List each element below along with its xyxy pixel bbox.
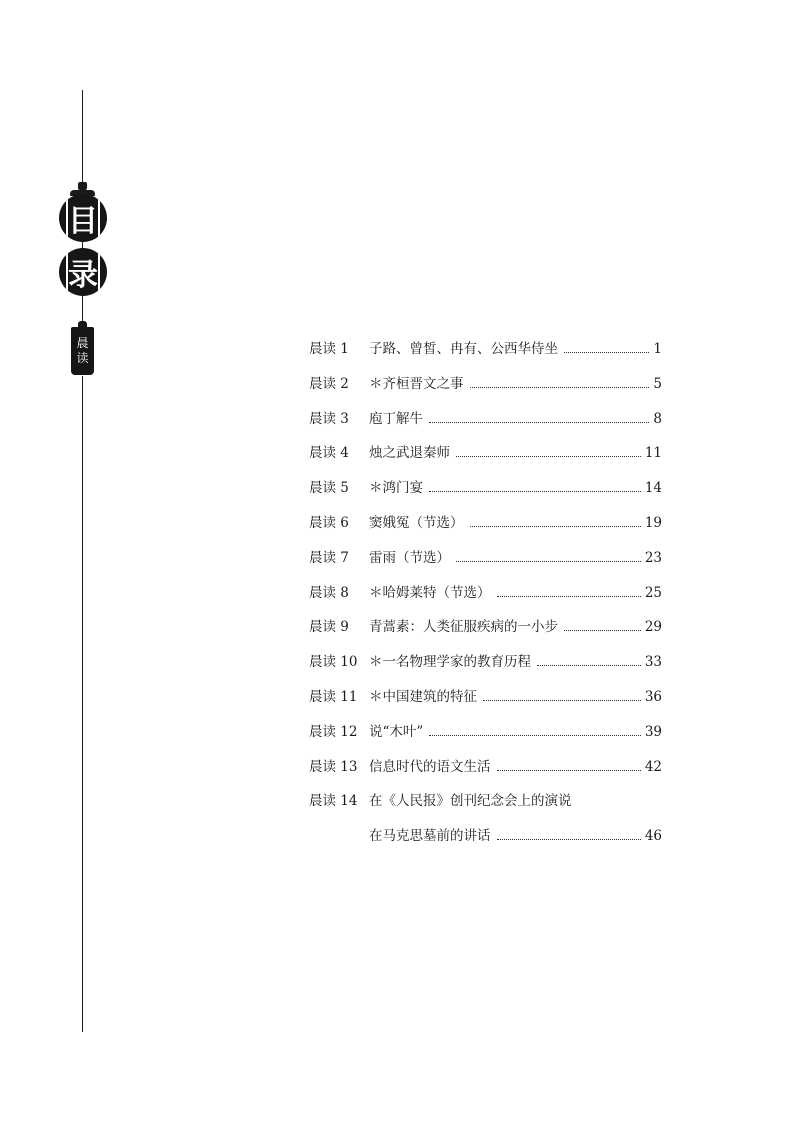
toc-title: ＊哈姆莱特（节选）: [369, 584, 491, 601]
toc-title: 信息时代的语文生活: [369, 758, 491, 775]
toc-label: 晨读 5: [309, 480, 349, 497]
lantern-title-1: [59, 194, 107, 242]
toc-page-number: 42: [644, 758, 662, 775]
toc-page-number: 23: [644, 549, 662, 566]
hanger-link: [82, 296, 83, 321]
toc-title: 烛之武退秦师: [369, 445, 450, 462]
toc-title: 在《人民报》创刊纪念会上的演说: [369, 793, 572, 810]
toc-page-number: 19: [644, 514, 662, 531]
toc-page-number: 36: [644, 688, 662, 705]
toc-page-number: 46: [644, 828, 662, 845]
toc-title: ＊中国建筑的特征: [369, 688, 477, 705]
toc-row[interactable]: [309, 410, 662, 445]
toc-title: 子路、曾皙、冉有、公西华侍坐: [369, 341, 558, 357]
toc-page-number: 25: [644, 584, 662, 601]
toc-page-number: 8: [653, 410, 662, 427]
toc-leader-dots: [564, 618, 641, 631]
toc-leader-dots: [429, 410, 649, 423]
toc-page-number: 33: [644, 654, 662, 671]
section-tag-char-2: 读: [76, 351, 89, 365]
toc-row[interactable]: [309, 792, 662, 827]
toc-title: ＊齐桓晋文之事: [369, 375, 464, 392]
toc-row[interactable]: [309, 827, 662, 862]
toc-row[interactable]: [309, 340, 662, 375]
toc-leader-dots: [429, 479, 641, 492]
toc-title: 雷雨（节选）: [369, 549, 450, 566]
toc-page-number: 1: [653, 341, 662, 357]
toc-page-number: 11: [644, 445, 662, 462]
toc-label: 晨读 14: [309, 793, 358, 810]
toc-row[interactable]: [309, 723, 662, 758]
toc-title: ＊鸿门宴: [369, 480, 423, 497]
toc-leader-dots: [497, 758, 641, 771]
section-tag: [71, 327, 94, 375]
toc-leader-dots: [456, 444, 641, 457]
toc-label: 晨读 6: [309, 514, 349, 531]
toc-page-number: 14: [644, 480, 662, 497]
toc-label: 晨读 13: [309, 758, 358, 775]
toc-label: 晨读 1: [309, 341, 349, 357]
toc-leader-dots: [429, 723, 641, 736]
toc-leader-dots: [470, 514, 641, 527]
section-tag-char-1: 晨: [76, 336, 89, 350]
toc-row[interactable]: [309, 444, 662, 479]
toc-title: 窦娥冤（节选）: [369, 514, 464, 531]
title-char-2: 录: [68, 258, 98, 293]
toc-row[interactable]: [309, 618, 662, 653]
hanger-knot: [78, 182, 87, 190]
lantern-title-2: [59, 248, 107, 296]
toc-label: 晨读 8: [309, 584, 349, 601]
toc-row[interactable]: [309, 375, 662, 410]
toc-leader-dots: [470, 375, 650, 388]
toc-label: 晨读 7: [309, 549, 349, 566]
toc-leader-dots: [456, 549, 641, 562]
toc-label: 晨读 12: [309, 723, 358, 740]
toc-row[interactable]: [309, 479, 662, 514]
toc-row[interactable]: [309, 758, 662, 793]
table-of-contents: [309, 340, 662, 862]
toc-label: 晨读 9: [309, 619, 349, 636]
toc-row[interactable]: [309, 549, 662, 584]
decor-line-bottom: [82, 376, 83, 1032]
toc-row[interactable]: [309, 584, 662, 619]
toc-row[interactable]: [309, 514, 662, 549]
toc-page-number: 5: [653, 375, 662, 392]
toc-title: 庖丁解牛: [369, 410, 423, 427]
toc-title: 在马克思墓前的讲话: [369, 828, 491, 845]
toc-row[interactable]: [309, 688, 662, 723]
title-char-1: 目: [68, 204, 98, 239]
toc-leader-dots: [497, 827, 641, 840]
toc-row[interactable]: [309, 653, 662, 688]
toc-label: 晨读 11: [309, 688, 358, 705]
toc-page-number: 39: [644, 723, 662, 740]
toc-leader-dots: [564, 340, 649, 353]
toc-title: 说“木叶”: [369, 723, 424, 740]
decor-line-top: [82, 90, 83, 178]
toc-title: ＊一名物理学家的教育历程: [369, 654, 531, 671]
toc-leader-dots: [537, 653, 641, 666]
toc-label: 晨读 10: [309, 654, 358, 671]
toc-leader-dots: [497, 584, 641, 597]
toc-page-number: 29: [644, 619, 662, 636]
toc-label: 晨读 3: [309, 410, 349, 427]
toc-label: 晨读 4: [309, 445, 349, 462]
toc-title: 青蒿素：人类征服疾病的一小步: [369, 619, 558, 636]
toc-leader-dots: [483, 688, 641, 701]
toc-label: 晨读 2: [309, 375, 349, 392]
